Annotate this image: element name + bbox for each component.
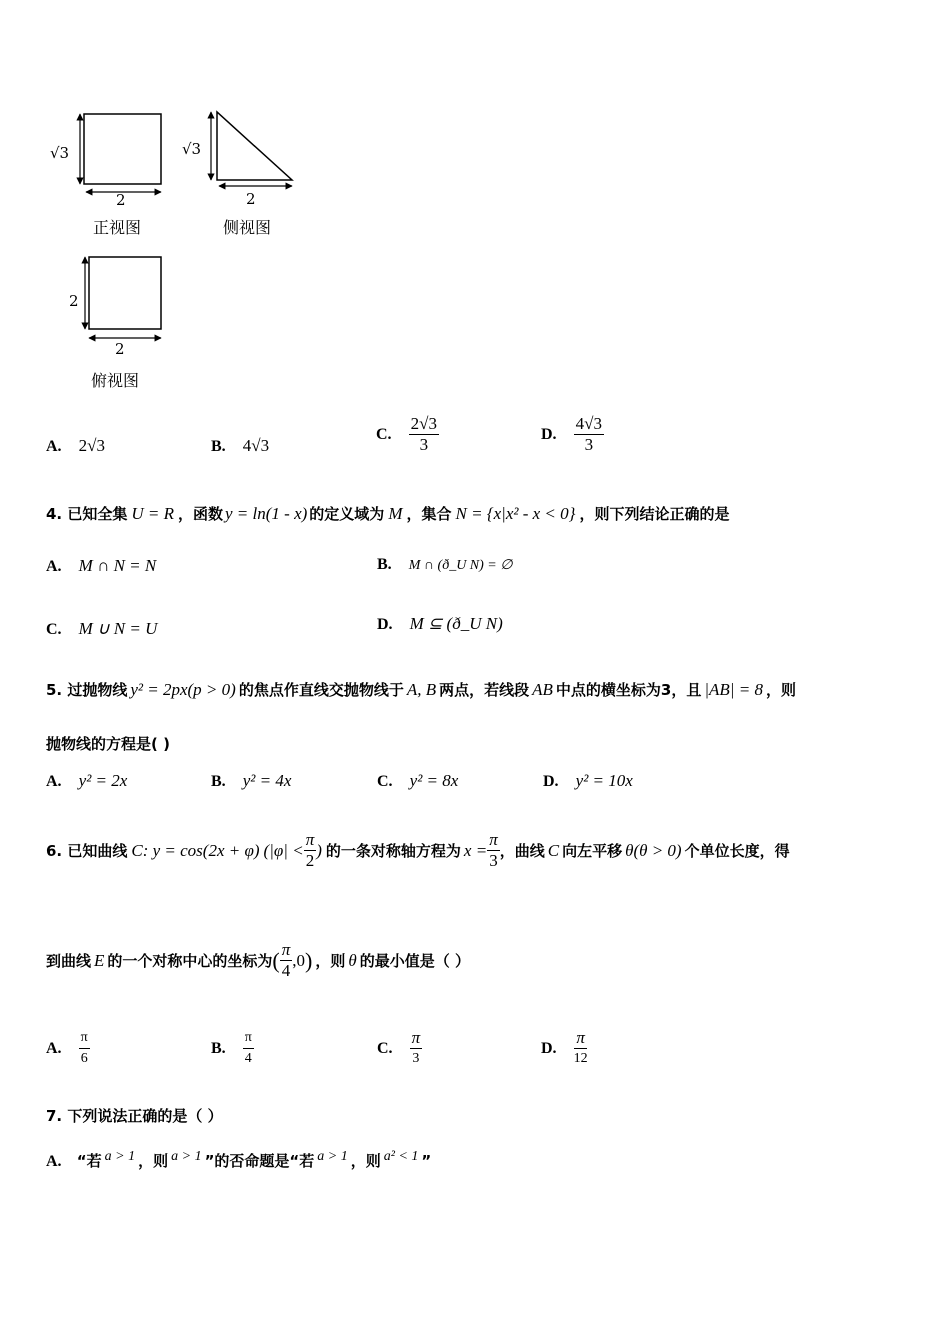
top-view-label: 俯视图 xyxy=(91,371,140,390)
fraction-numerator: π xyxy=(411,1028,421,1047)
q6-stem-line2 xyxy=(46,940,470,981)
q5-math-4: |AB| = 8 xyxy=(704,680,763,699)
q6-option-c[interactable] xyxy=(377,1028,422,1069)
fraction-denominator: 3 xyxy=(584,435,594,454)
fraction-denominator: 12 xyxy=(573,1051,588,1066)
front-dim-width: 2 xyxy=(116,191,126,209)
q6-math-1: C: y = cos(2x + φ) xyxy=(131,840,260,860)
q6-option-d[interactable] xyxy=(541,1028,588,1069)
fraction-numerator: π xyxy=(489,830,498,849)
side-dim-height: √3 xyxy=(182,140,202,158)
q6-math-7: θ xyxy=(348,950,357,970)
q6-math-4: θ(θ > 0) xyxy=(625,840,682,860)
option-letter: A. xyxy=(46,1040,62,1057)
option-letter: C. xyxy=(377,773,393,790)
option-letter: C. xyxy=(46,621,62,638)
option-letter: B. xyxy=(211,1040,226,1057)
q5-stem-line2: 抛物线的方程是( ) xyxy=(46,735,170,753)
option-letter: A. xyxy=(46,438,62,455)
q6-text-7: 的一个对称中心的坐标为 xyxy=(107,952,273,970)
q7-text-5: ” xyxy=(421,1152,432,1170)
q6-math-5: E xyxy=(94,950,105,970)
q6-option-b[interactable] xyxy=(211,1028,254,1069)
front-view-square xyxy=(84,114,161,184)
q3-option-b[interactable] xyxy=(211,436,269,456)
q4-math-4: N = {x|x² - x < 0} xyxy=(455,504,576,523)
fraction-numerator: 4√3 xyxy=(575,414,602,433)
q4-option-c[interactable] xyxy=(46,619,157,639)
option-value: M ∩ N = N xyxy=(78,556,157,575)
top-dim-height: 2 xyxy=(69,292,79,310)
fraction-denominator: 3 xyxy=(489,851,498,870)
fraction-denominator: 6 xyxy=(80,1051,88,1066)
q5-option-d[interactable] xyxy=(543,771,633,791)
q3-option-c[interactable] xyxy=(376,414,439,455)
q4-text-2: ，函数 xyxy=(178,505,224,523)
paren-right: ) xyxy=(305,947,313,973)
fraction-denominator: 2 xyxy=(305,851,315,870)
q4-math-2: y = ln(1 - x) xyxy=(225,504,308,523)
q5-option-c[interactable] xyxy=(377,771,458,791)
option-letter: B. xyxy=(377,556,392,573)
q3-option-a[interactable] xyxy=(46,436,105,456)
option-letter: C. xyxy=(377,1040,393,1057)
option-value: y² = 10x xyxy=(575,771,633,790)
option-value: M ⊆ (ð_U N) xyxy=(409,614,503,633)
q7-text-3: ”的否命题是“若 xyxy=(204,1152,315,1170)
fraction-denominator: 3 xyxy=(419,435,429,454)
option-letter: A. xyxy=(46,1153,62,1170)
q6-text-8: ，则 xyxy=(315,952,346,970)
q6-text-2: 的一条对称轴方程为 xyxy=(325,842,461,860)
q7-text-1: “若 xyxy=(76,1152,102,1170)
q4-option-a[interactable] xyxy=(46,556,156,576)
q5-text-5: ，则 xyxy=(765,681,796,699)
fraction-denominator: 4 xyxy=(244,1051,252,1066)
fraction-denominator: 4 xyxy=(281,961,291,980)
q6-text-6: 到曲线 xyxy=(46,952,92,970)
q5-text-2: 的焦点作直线交抛物线于 xyxy=(238,681,404,699)
q5-option-b[interactable] xyxy=(211,771,291,791)
q5-text-1: 5. 过抛物线 xyxy=(46,681,128,699)
option-letter: A. xyxy=(46,558,62,575)
option-letter: B. xyxy=(211,438,226,455)
q5-text-4: 中点的横坐标为3，且 xyxy=(555,681,702,699)
side-view-label: 侧视图 xyxy=(223,218,272,237)
option-letter: A. xyxy=(46,773,62,790)
q7-title: 7. 下列说法正确的是（ ） xyxy=(46,1107,223,1125)
q7-text-2: ，则 xyxy=(138,1152,169,1170)
q4-math-3: M xyxy=(388,504,403,523)
q5-stem-line1 xyxy=(46,679,796,700)
option-letter: C. xyxy=(376,426,392,443)
option-value: y² = 2x xyxy=(78,771,128,790)
q7-math-2: a > 1 xyxy=(171,1149,202,1164)
fraction-numerator: π xyxy=(305,830,315,849)
option-value: y² = 4x xyxy=(242,771,292,790)
option-letter: D. xyxy=(543,773,559,790)
q6-text-4: 向左平移 xyxy=(562,842,623,860)
side-view-triangle xyxy=(217,112,292,180)
q7-math-1: a > 1 xyxy=(104,1149,136,1164)
option-letter: B. xyxy=(211,773,226,790)
q6-stem-line1 xyxy=(46,830,790,871)
q4-stem xyxy=(46,503,729,524)
q6-math-2: x = xyxy=(463,840,488,860)
front-dim-height: √3 xyxy=(50,144,70,162)
top-view-square xyxy=(89,257,161,329)
q6-math-6: ,0 xyxy=(292,950,306,970)
q4-text-3: 的定义域为 xyxy=(309,505,385,523)
q6-math-3: C xyxy=(547,840,560,860)
side-dim-width: 2 xyxy=(246,190,256,208)
q5-math-2: A, B xyxy=(406,680,437,699)
q7-text-4: ，则 xyxy=(350,1152,381,1170)
q4-text-5: ，则下列结论正确的是 xyxy=(579,505,730,523)
fraction-numerator: π xyxy=(243,1028,254,1049)
q4-option-d[interactable] xyxy=(377,614,503,634)
option-letter: D. xyxy=(377,616,393,633)
q3-option-d[interactable] xyxy=(541,414,604,455)
option-value: y² = 8x xyxy=(409,771,459,790)
q4-text-4: ，集合 xyxy=(406,505,452,523)
q5-math-1: y² = 2px(p > 0) xyxy=(130,680,236,699)
q6-text-5: 个单位长度，得 xyxy=(684,842,790,860)
option-letter: D. xyxy=(541,1040,557,1057)
q4-math-1: U = R xyxy=(131,504,174,523)
q6-text-1: 6. 已知曲线 xyxy=(46,842,128,860)
fraction-numerator: π xyxy=(79,1028,90,1049)
fraction-numerator: 2√3 xyxy=(410,414,437,433)
q6-math-1c: ) xyxy=(316,840,322,860)
q7-math-3: a > 1 xyxy=(317,1149,348,1164)
q6-option-a[interactable] xyxy=(46,1028,90,1069)
fraction-numerator: π xyxy=(576,1028,585,1047)
fraction-numerator: π xyxy=(281,940,291,959)
q4-option-b[interactable] xyxy=(377,554,512,574)
q6-text-9: 的最小值是（ ） xyxy=(359,952,470,970)
top-dim-width: 2 xyxy=(115,340,125,358)
option-letter: D. xyxy=(541,426,557,443)
option-value: M ∩ (ð_U N) = ∅ xyxy=(408,558,513,573)
q5-math-3: AB xyxy=(532,680,553,699)
q7-option-a[interactable] xyxy=(46,1150,431,1171)
q5-text-3: 两点，若线段 xyxy=(439,681,530,699)
three-view-figure xyxy=(40,100,320,400)
paren-left: ( xyxy=(272,947,280,973)
fraction-denominator: 3 xyxy=(412,1051,420,1066)
front-view-label: 正视图 xyxy=(93,218,142,237)
q4-text-1: 4. 已知全集 xyxy=(46,505,128,523)
option-value: M ∪ N = U xyxy=(78,619,158,638)
q5-option-a[interactable] xyxy=(46,771,127,791)
q6-math-1b: (|φ| < xyxy=(263,840,304,860)
q6-text-3: ，曲线 xyxy=(499,842,545,860)
option-value: 4√3 xyxy=(242,436,270,455)
q7-math-4: a² < 1 xyxy=(383,1149,419,1164)
option-value: 2√3 xyxy=(78,436,105,455)
